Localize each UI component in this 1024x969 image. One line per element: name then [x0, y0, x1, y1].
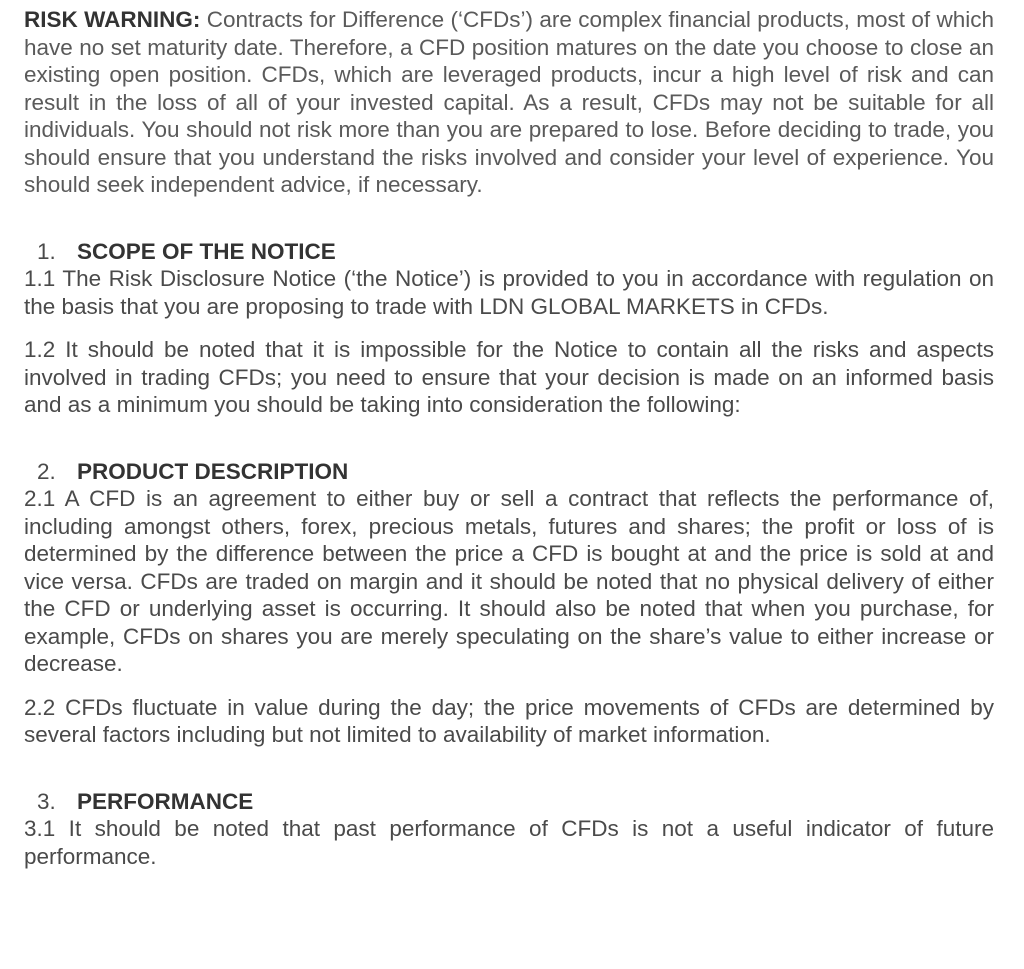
paragraph-1-2: 1.2 It should be noted that it is impossible for the Notice to contain all the risks and aspects involved in trading CFDs; you need to ensure that your decision is made on an informed basis and as a minimum you should be taking into consideration the following: [24, 337, 994, 417]
paragraph-3-1: 3.1 It should be noted that past performance of CFDs is not a useful indicator of future performance. [24, 816, 994, 869]
spacer [24, 749, 994, 788]
spacer [24, 320, 994, 336]
spacer [24, 199, 994, 238]
section-number: 1. [37, 238, 56, 264]
section-title: PRODUCT DESCRIPTION [77, 458, 349, 484]
section-heading-product-description [24, 458, 994, 486]
paragraph-2-1: 2.1 A CFD is an agreement to either buy or sell a contract that reflects the performance of, including amongst others, forex, precious metals, futures and shares; the profit or loss of is determined by the difference between the price a CFD is bought at and the price is sold at and vice versa. CFDs are traded on margin and it should be noted that no physical delivery of either the CFD or underlying asset is occurring. It should also be noted that when you purchase, for example, CFDs on shares you are merely speculating on the share’s value to either increase or decrease. [24, 486, 994, 676]
paragraph-2-2: 2.2 CFDs fluctuate in value during the day; the price movements of CFDs are determined by several factors including but not limited to availability of market information. [24, 694, 994, 747]
risk-warning-label: RISK WARNING: [24, 7, 201, 32]
section-heading-scope [24, 238, 994, 266]
spacer [24, 419, 994, 458]
section-title: PERFORMANCE [77, 788, 254, 814]
risk-warning-paragraph [24, 6, 994, 199]
document-body [24, 6, 994, 870]
risk-warning-text: Contracts for Difference (‘CFDs’) are complex financial products, most of which have no set maturity date. Therefore, a CFD position matures on the date you choose to close an existing open position. CFDs, which are leveraged products, incur a high level of risk and can result in the loss of all of your invested capital. As a result, CFDs may not be suitable for all individuals. You should not risk more than you are prepared to lose. Before deciding to trade, you should ensure that you understand the risks involved and consider your level of experience. You should seek independent advice, if necessary. [24, 7, 994, 197]
spacer [24, 678, 994, 694]
section-number: 2. [37, 458, 56, 484]
section-heading-performance [24, 788, 994, 816]
paragraph-1-1: 1.1 The Risk Disclosure Notice (‘the Notice’) is provided to you in accordance with regulation on the basis that you are proposing to trade with LDN GLOBAL MARKETS in CFDs. [24, 266, 994, 319]
section-number: 3. [37, 788, 56, 814]
section-title: SCOPE OF THE NOTICE [77, 238, 336, 264]
